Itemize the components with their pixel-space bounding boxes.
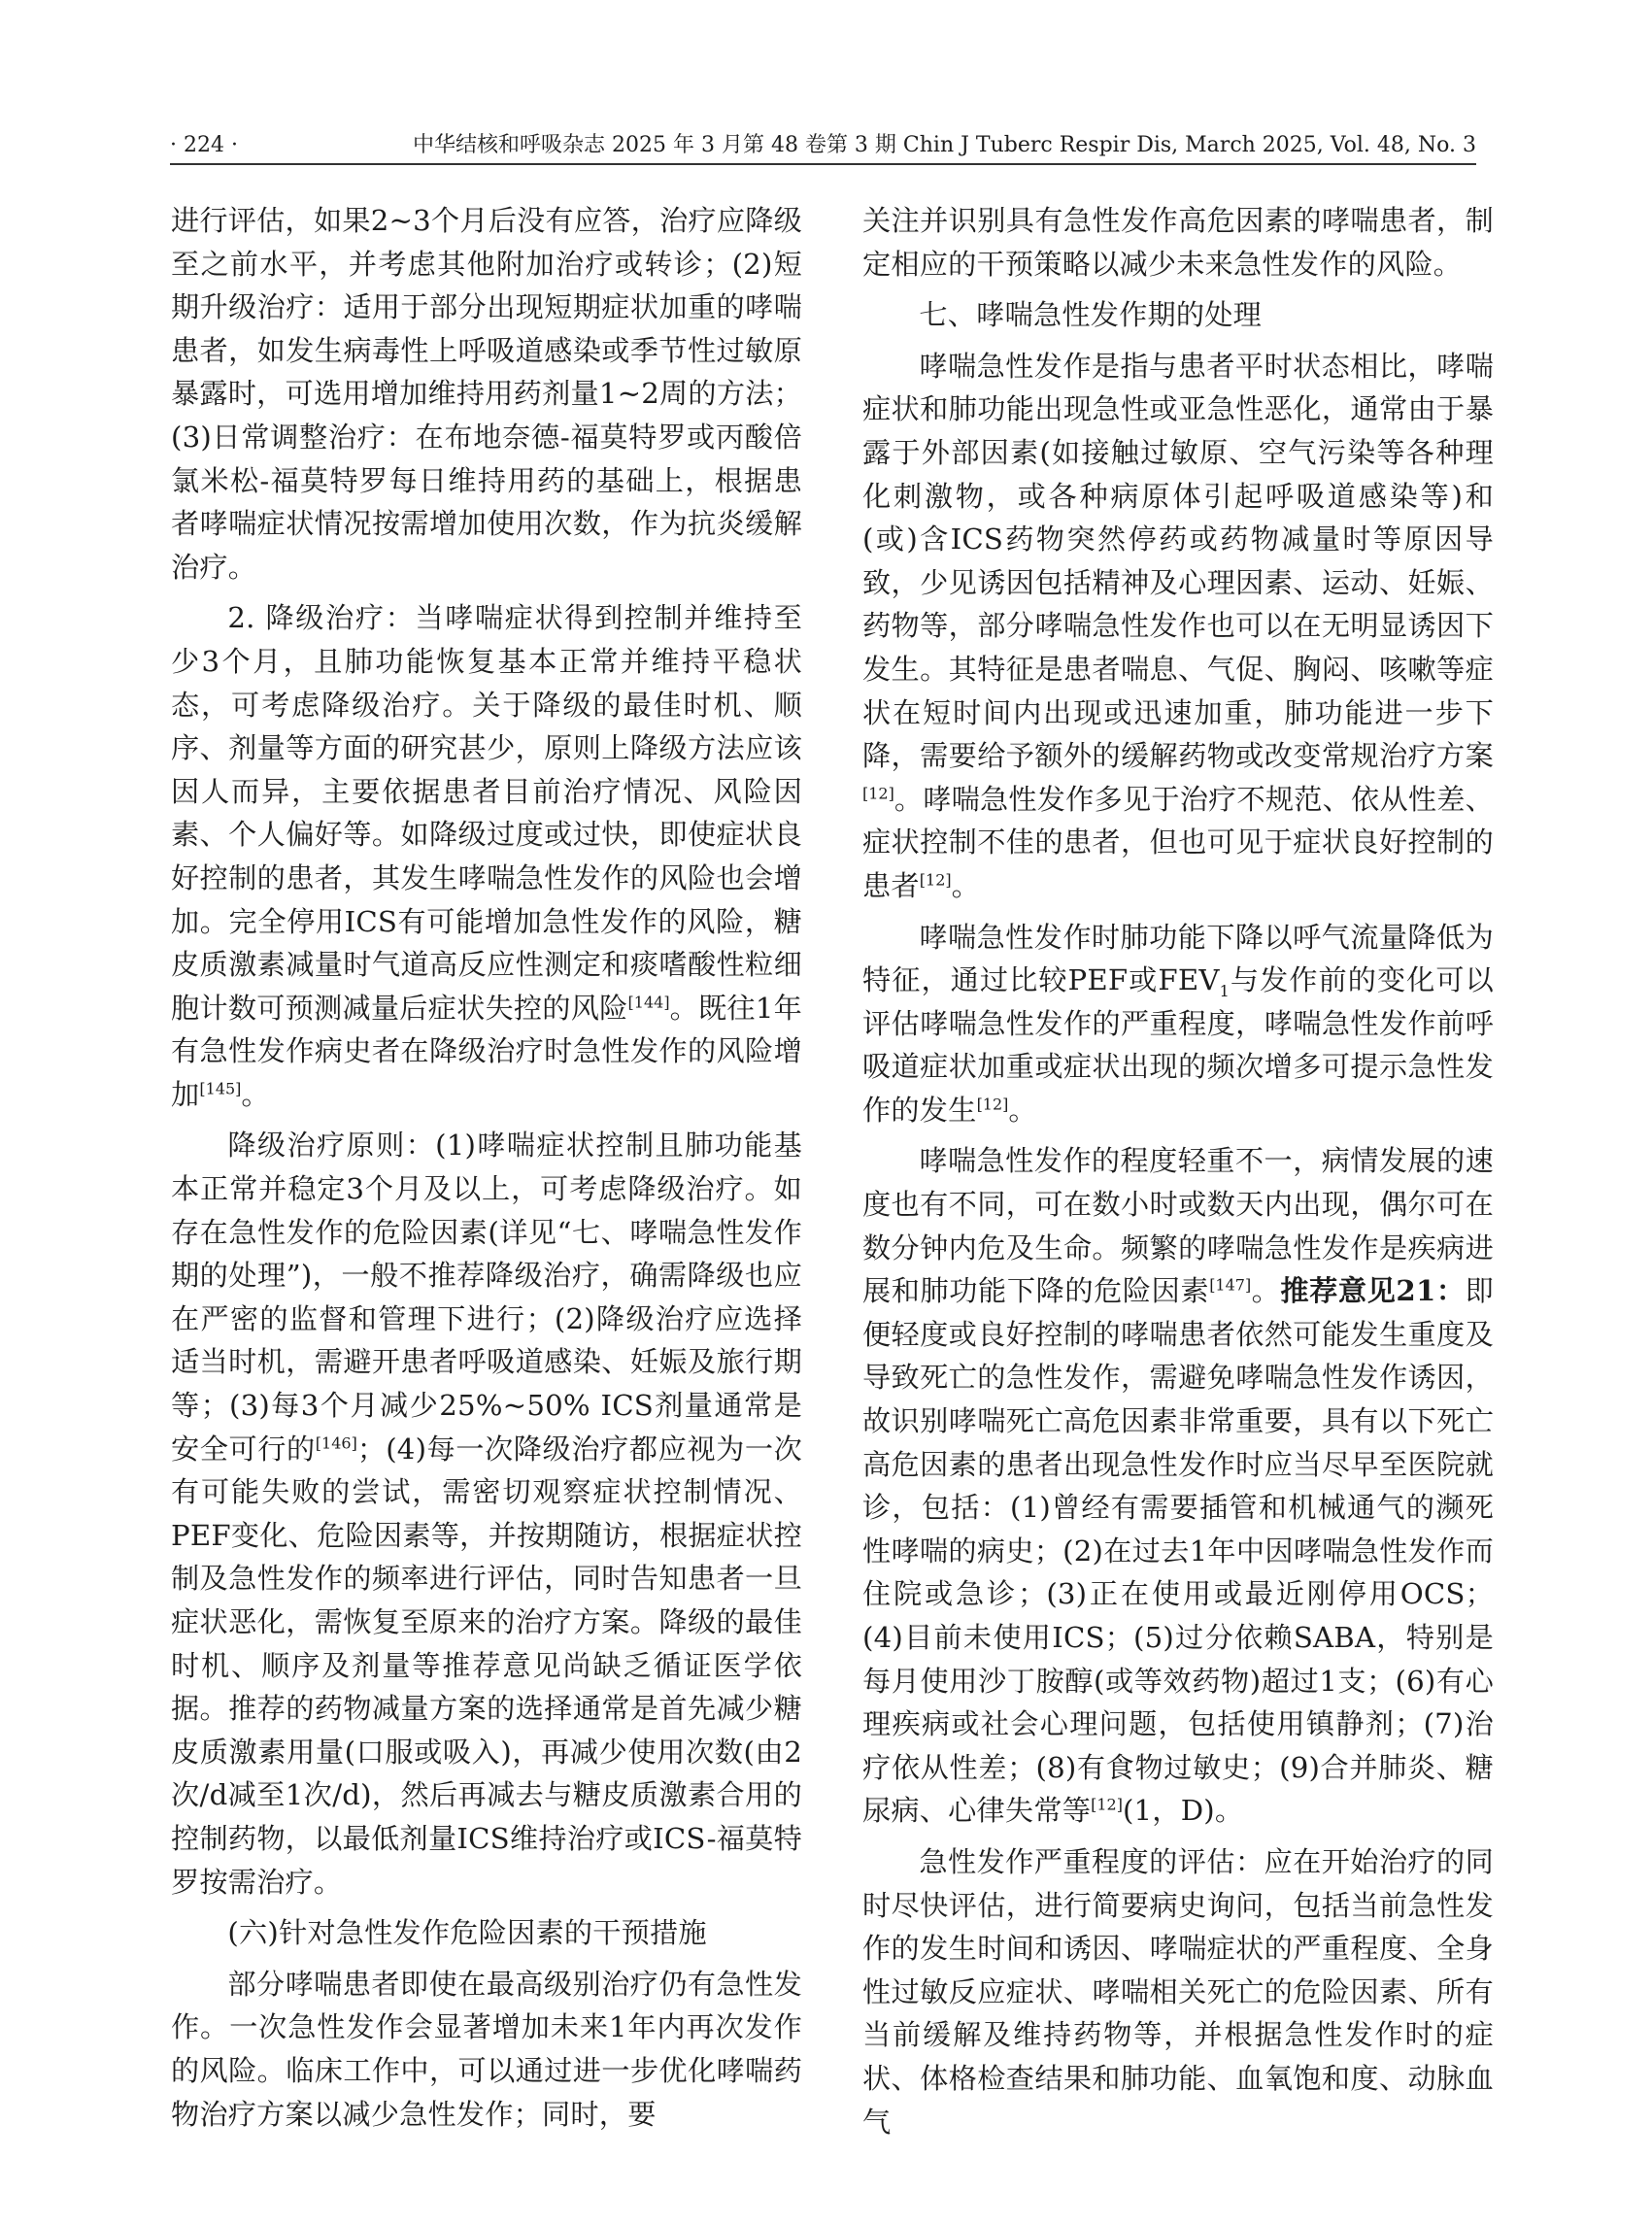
- citation: [12]: [919, 870, 952, 890]
- journal-citation: 中华结核和呼吸杂志 2025 年 3 月第 48 卷第 3 期 Chin J Tuberc Respir Dis, March 2025, Vol. 48, No. 3: [413, 133, 1476, 157]
- paragraph: 哮喘急性发作是指与患者平时状态相比，哮喘症状和肺功能出现急性或亚急性恶化，通常由于暴露于外部因素(如接触过敏原、空气污染等各种理化刺激物，或各种病原体引起呼吸道感染等)和(或)含ICS药物突然停药或药物减量时等原因导致，少见诱因包括精神及心理因素、运动、妊娠、药物等，部分哮喘急性发作也可以在无明显诱因下发生。其特征是患者喘息、气促、胸闷、咳嗽等症状在短时间内出现或迅速加重，肺功能进一步下降，需要给予额外的缓解药物或改变常规治疗方案[12]。哮喘急性发作多见于治疗不规范、依从性差、症状控制不佳的患者，但也可见于症状良好控制的患者[12]。: [862, 349, 1494, 902]
- paragraph: 部分哮喘患者即使在最高级别治疗仍有急性发作。一次急性发作会显著增加未来1年内再次发作的风险。临床工作中，可以通过进一步优化哮喘药物治疗方案以减少急性发作；同时，要: [171, 1967, 802, 2131]
- paragraph-step-down: 2. 降级治疗：当哮喘症状得到控制并维持至少3个月，且肺功能恢复基本正常并维持平稳状态，可考虑降级治疗。关于降级的最佳时机、顺序、剂量等方面的研究甚少，原则上降级方法应该因人而异，主要依据患者目前治疗情况、风险因素、个人偏好等。如降级过度或过快，即使症状良好控制的患者，其发生哮喘急性发作的风险也会增加。完全停用ICS有可能增加急性发作的风险，糖皮质激素减量时气道高反应性测定和痰嗜酸性粒细胞计数可预测减量后症状失控的风险[144]。既往1年有急性发作病史者在降级治疗时急性发作的风险增加[145]。: [171, 601, 803, 1111]
- paragraph: 进行评估，如果2~3个月后没有应答，治疗应降级至之前水平，并考虑其他附加治疗或转诊；(2)短期升级治疗：适用于部分出现短期症状加重的哮喘患者，如发生病毒性上呼吸道感染或季节性过敏原暴露时，可选用增加维持用药剂量1~2周的方法；(3)日常调整治疗：在布地奈德-福莫特罗或丙酸倍氯米松-福莫特罗每日维持用药的基础上，根据患者哮喘症状情况按需增加使用次数，作为抗炎缓解治疗。: [171, 204, 802, 584]
- page-number: · 224 ·: [170, 133, 238, 157]
- recommendation-label: 推荐意见21：: [1280, 1274, 1466, 1308]
- paragraph: 急性发作严重程度的评估：应在开始治疗的同时尽快评估，进行简要病史询问，包括当前急性发作的发生时间和诱因、哮喘症状的严重程度、全身性过敏反应症状、哮喘相关死亡的危险因素、所有当前缓解及维持药物等，并根据急性发作时的症状、体格检查结果和肺功能、血氧饱和度、动脉血气: [862, 1844, 1494, 2139]
- section-heading: 七、哮喘急性发作期的处理: [919, 298, 1263, 332]
- citation: [146]: [315, 1433, 357, 1452]
- citation: [12]: [976, 1095, 1009, 1114]
- section-heading: (六)针对急性发作危险因素的干预措施: [227, 1916, 707, 1950]
- citation: [147]: [1209, 1275, 1252, 1295]
- subscript: 1: [1219, 981, 1231, 1000]
- header-rule: [170, 163, 1476, 165]
- citation: [12]: [862, 783, 894, 802]
- citation: [144]: [627, 992, 670, 1011]
- paragraph-step-down-principles: 降级治疗原则：(1)哮喘症状控制且肺功能基本正常并稳定3个月及以上，可考虑降级治疗。如存在急性发作的危险因素(详见“七、哮喘急性发作期的处理”)，一般不推荐降级治疗，确需降级也应在严密的监督和管理下进行；(2)降级治疗应选择适当时机，需避开患者呼吸道感染、妊娠及旅行期等；(3)每3个月减少25%~50% ICS剂量通常是安全可行的[146]；(4)每一次降级治疗都应视为一次有可能失败的尝试，需密切观察症状控制情况、PEF变化、危险因素等，并按期随访，根据症状控制及急性发作的频率进行评估，同时告知患者一旦症状恶化，需恢复至原来的治疗方案。降级的最佳时机、顺序及剂量等推荐意见尚缺乏循证医学依据。推荐的药物减量方案的选择通常是首先减少糖皮质激素用量(口服或吸入)，再减少使用次数(由2次/d减至1次/d)，然后再减去与糖皮质激素合用的控制药物，以最低剂量ICS维持治疗或ICS-福莫特罗按需治疗。: [171, 1129, 803, 1899]
- paragraph: 哮喘急性发作时肺功能下降以呼气流量降低为特征，通过比较PEF或$FEV_1$与发作前的变化可以评估哮喘急性发作的严重程度，哮喘急性发作前呼吸道症状加重或症状出现的频次增多可提示急性发作的发生[12]。: [862, 920, 1494, 1127]
- citation: [145]: [199, 1079, 242, 1098]
- paragraph: 关注并识别具有急性发作高危因素的哮喘患者，制定相应的干预策略以减少未来急性发作的风险。: [862, 204, 1494, 281]
- paragraph-recommendation: 哮喘急性发作的程度轻重不一，病情发展的速度也有不同，可在数小时或数天内出现，偶尔可在数分钟内危及生命。频繁的哮喘急性发作是疾病进展和肺功能下降的危险因素[147]。推荐意见21：即便轻度或良好控制的哮喘患者依然可能发生重度及导致死亡的急性发作，需避免哮喘急性发作诱因，故识别哮喘死亡高危因素非常重要，具有以下死亡高危因素的患者出现急性发作时应当尽早至医院就诊，包括：(1)曾经有需要插管和机械通气的濒死性哮喘的病史；(2)在过去1年中因哮喘急性发作而住院或急诊；(3)正在使用或最近刚停用OCS；(4)目前未使用ICS；(5)过分依赖SABA，特别是每月使用沙丁胺醇(或等效药物)超过1支；(6)有心理疾病或社会心理问题，包括使用镇静剂；(7)治疗依从性差；(8)有食物过敏史；(9)合并肺炎、糖尿病、心律失常等[12](1，D)。: [862, 1144, 1494, 1828]
- left-column: [171, 199, 802, 2143]
- running-header: [170, 129, 1476, 162]
- right-column: [862, 199, 1494, 2151]
- citation: [12]: [1091, 1795, 1123, 1814]
